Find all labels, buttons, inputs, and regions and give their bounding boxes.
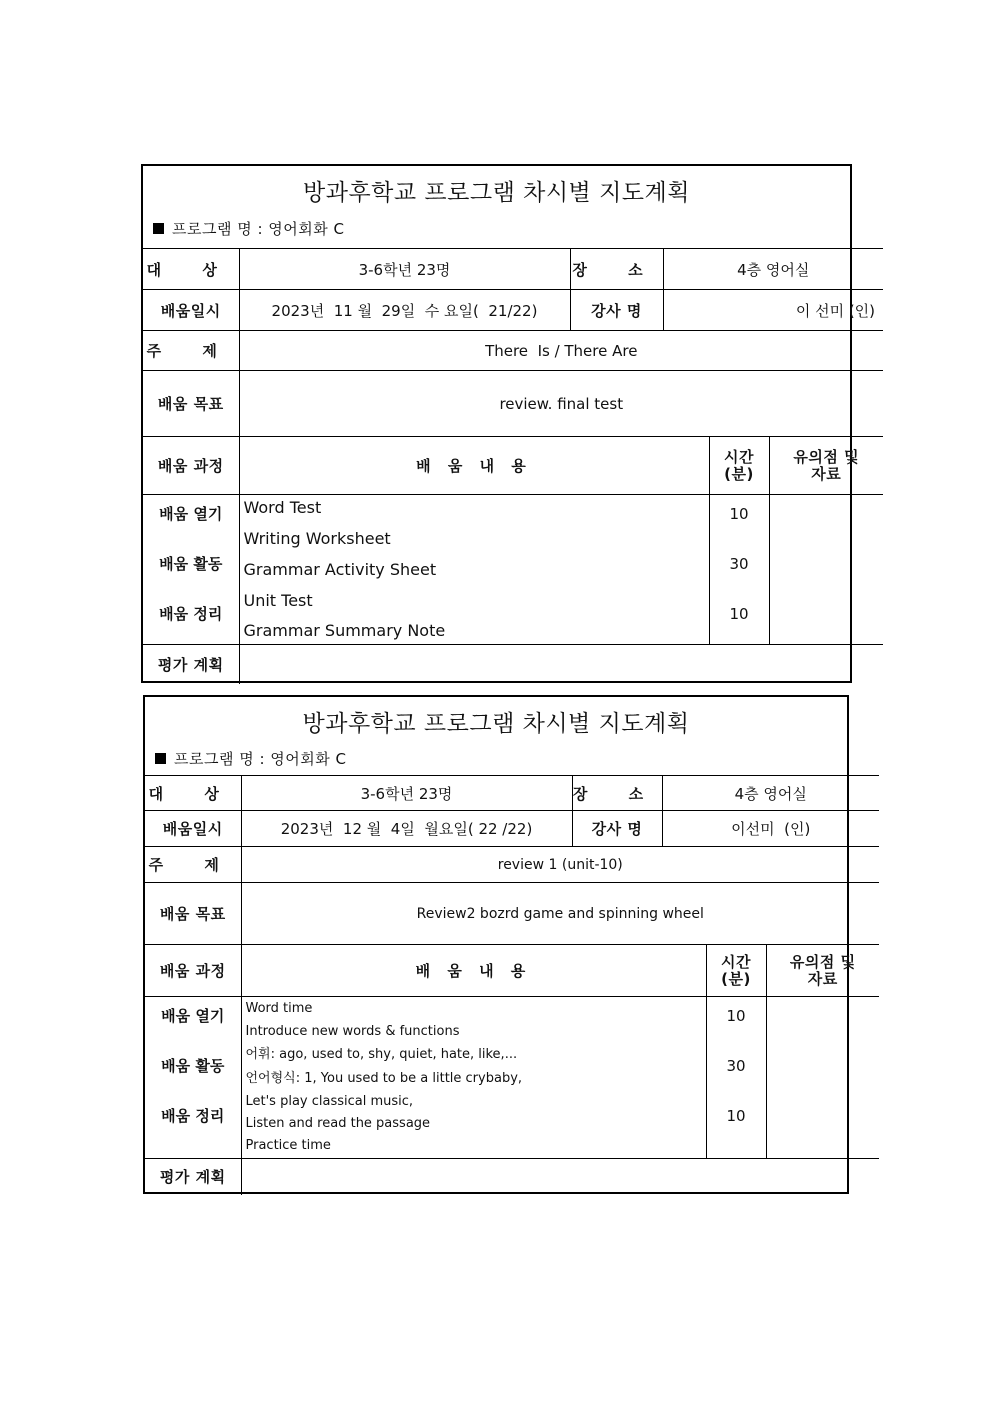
- target-label: 대 상: [145, 776, 241, 811]
- eval-value: [239, 645, 883, 684]
- time-label: 시간 (분): [706, 945, 766, 997]
- place-label: 장 소: [572, 776, 662, 811]
- plan-title: 방과후학교 프로그램 차시별 지도계획: [302, 711, 690, 737]
- content-line: Let's play classical music,: [245, 1094, 414, 1109]
- date-label: 배움일시: [145, 811, 241, 847]
- stage-column: [145, 997, 241, 1159]
- teacher-value: 이선미 (인): [662, 811, 879, 847]
- time-activity: 30: [729, 555, 749, 573]
- content-line: Grammar Activity Sheet: [243, 560, 437, 579]
- place-label: 장 소: [570, 249, 663, 290]
- lesson-plan-1: [141, 164, 876, 683]
- target-value: 3-6학년 23명: [239, 249, 570, 290]
- stage-close: 배움 정리: [161, 1107, 225, 1125]
- process-label: 배움 과정: [143, 437, 239, 495]
- content-line: Introduce new words & functions: [245, 1024, 460, 1039]
- program-name: [155, 748, 347, 769]
- content-line: Unit Test: [243, 591, 313, 610]
- stage-open: 배움 열기: [161, 1007, 225, 1025]
- eval-value: [241, 1159, 879, 1195]
- eval-label: 평가 계획: [143, 645, 239, 684]
- plan-title: 방과후학교 프로그램 차시별 지도계획: [303, 180, 690, 206]
- notes-label: 유의점 및 자료: [766, 945, 879, 997]
- date-value: 2023년 12 월 4일 월요일( 22 /22): [241, 811, 572, 847]
- eval-label: 평가 계획: [145, 1159, 241, 1195]
- content-line: Grammar Summary Note: [243, 621, 446, 640]
- goal-label: 배움 목표: [143, 371, 239, 437]
- process-label: 배움 과정: [145, 945, 241, 997]
- goal-label: 배움 목표: [145, 883, 241, 945]
- content-line: 어휘: ago, used to, shy, quiet, hate, like,...: [245, 1047, 518, 1062]
- time-column: [706, 997, 766, 1159]
- stage-open: 배움 열기: [159, 505, 223, 523]
- plan-table: [143, 248, 883, 684]
- goal-value: review. final test: [239, 371, 883, 437]
- content-label: 배 움 내 용: [241, 945, 706, 997]
- content-line: 언어형식: 1, You used to be a little crybaby,: [245, 1071, 523, 1086]
- place-value: 4층 영어실: [662, 776, 879, 811]
- time-column: [709, 495, 769, 645]
- time-close: 10: [726, 1107, 746, 1125]
- program-name-text: 프로그램 명 : 영어회화 C: [174, 750, 347, 768]
- target-label: 대 상: [143, 249, 239, 290]
- topic-label: 주 제: [143, 331, 239, 371]
- notes-cell: [766, 997, 879, 1159]
- time-close: 10: [729, 605, 749, 623]
- date-value: 2023년 11 월 29일 수 요일( 21/22): [239, 290, 570, 331]
- teacher-value: 이 선미 (인): [663, 290, 883, 331]
- square-bullet-icon: [155, 753, 166, 764]
- stage-column: [143, 495, 239, 645]
- notes-cell: [769, 495, 883, 645]
- date-label: 배움일시: [143, 290, 239, 331]
- teacher-label: 강사 명: [570, 290, 663, 331]
- notes-label: 유의점 및 자료: [769, 437, 883, 495]
- time-activity: 30: [726, 1057, 746, 1075]
- target-value: 3-6학년 23명: [241, 776, 572, 811]
- stage-activity: 배움 활동: [159, 555, 223, 573]
- time-open: 10: [726, 1007, 746, 1025]
- place-value: 4층 영어실: [663, 249, 883, 290]
- content-line: Word Test: [243, 498, 322, 517]
- time-label: 시간 (분): [709, 437, 769, 495]
- content-line: Word time: [245, 1001, 313, 1016]
- content-cell: [239, 495, 709, 645]
- content-line: Writing Worksheet: [243, 529, 391, 548]
- content-line: Practice time: [245, 1138, 331, 1153]
- plan-table: [145, 775, 879, 1195]
- content-cell: [241, 997, 706, 1159]
- program-name: [153, 218, 345, 239]
- content-line: Listen and read the passage: [245, 1116, 431, 1131]
- lesson-plan-2: [143, 695, 856, 1194]
- time-open: 10: [729, 505, 749, 523]
- topic-value: review 1 (unit-10): [241, 847, 879, 883]
- content-label: 배 움 내 용: [239, 437, 709, 495]
- plan-header: [145, 697, 847, 775]
- program-name-text: 프로그램 명 : 영어회화 C: [172, 220, 345, 238]
- stage-activity: 배움 활동: [161, 1057, 225, 1075]
- plan-header: [143, 166, 850, 248]
- goal-value: Review2 bozrd game and spinning wheel: [241, 883, 879, 945]
- square-bullet-icon: [153, 223, 164, 234]
- teacher-label: 강사 명: [572, 811, 662, 847]
- topic-value: There Is / There Are: [239, 331, 883, 371]
- stage-close: 배움 정리: [159, 605, 223, 623]
- topic-label: 주 제: [145, 847, 241, 883]
